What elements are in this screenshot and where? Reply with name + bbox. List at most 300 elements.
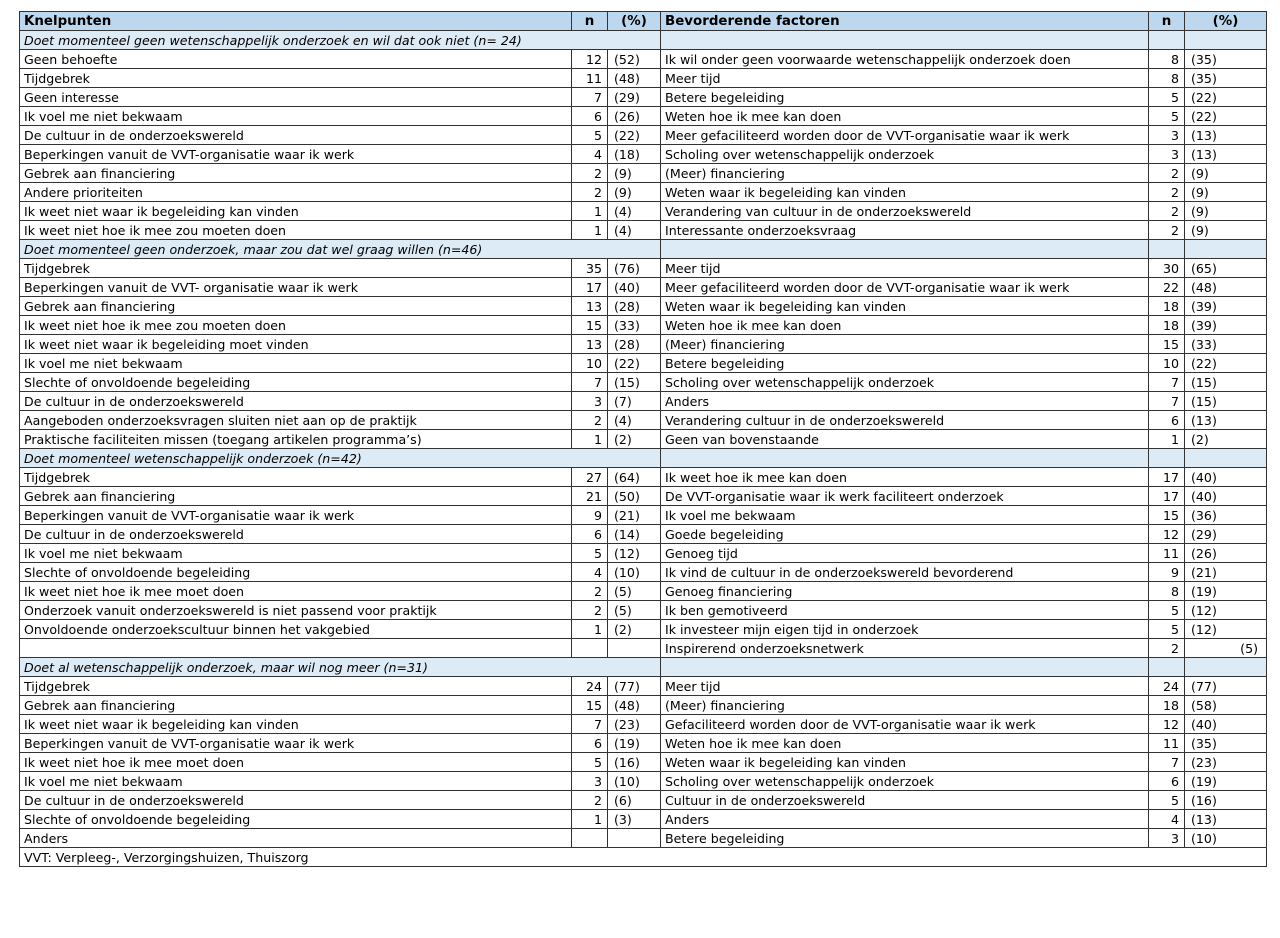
table-row xyxy=(20,202,1267,221)
knelpunt-pct-cell: (50) xyxy=(608,487,661,506)
table-row xyxy=(20,791,1267,810)
table-row xyxy=(20,221,1267,240)
knelpunt-pct-cell: (4) xyxy=(608,221,661,240)
factor-pct-cell: (22) xyxy=(1185,354,1267,373)
factor-cell: Weten waar ik begeleiding kan vinden xyxy=(661,753,1149,772)
factor-cell: Meer gefaciliteerd worden door de VVT-organisatie waar ik werk xyxy=(661,126,1149,145)
knelpunt-cell: Ik weet niet hoe ik mee zou moeten doen xyxy=(20,221,572,240)
table-row xyxy=(20,50,1267,69)
factor-cell: Anders xyxy=(661,392,1149,411)
knelpunt-pct-cell: (28) xyxy=(608,297,661,316)
knelpunt-cell: Slechte of onvoldoende begeleiding xyxy=(20,563,572,582)
knelpunt-cell: Tijdgebrek xyxy=(20,69,572,88)
table-row xyxy=(20,278,1267,297)
knelpunt-n-cell: 35 xyxy=(572,259,608,278)
factor-pct-cell: (40) xyxy=(1185,715,1267,734)
knelpunt-pct-cell: (5) xyxy=(608,582,661,601)
section-title: Doet momenteel geen onderzoek, maar zou dat wel graag willen (n=46) xyxy=(20,240,661,259)
factor-n-cell: 17 xyxy=(1149,487,1185,506)
factor-n-cell: 24 xyxy=(1149,677,1185,696)
knelpunt-cell: Ik weet niet hoe ik mee moet doen xyxy=(20,753,572,772)
knelpunten-table xyxy=(19,11,1267,867)
factor-pct-cell: (2) xyxy=(1185,430,1267,449)
table-row xyxy=(20,772,1267,791)
table-row xyxy=(20,88,1267,107)
factor-n-cell: 1 xyxy=(1149,430,1185,449)
factor-cell: Ik wil onder geen voorwaarde wetenschappelijk onderzoek doen xyxy=(661,50,1149,69)
knelpunt-pct-cell: (12) xyxy=(608,544,661,563)
table-row xyxy=(20,601,1267,620)
knelpunt-pct-cell: (77) xyxy=(608,677,661,696)
knelpunt-pct-cell xyxy=(608,639,661,658)
knelpunt-pct-cell: (48) xyxy=(608,69,661,88)
table-row xyxy=(20,430,1267,449)
factor-pct-cell: (12) xyxy=(1185,620,1267,639)
knelpunt-cell: Onderzoek vanuit onderzoekswereld is niet passend voor praktijk xyxy=(20,601,572,620)
knelpunt-pct-cell: (33) xyxy=(608,316,661,335)
factor-n-cell: 2 xyxy=(1149,183,1185,202)
factor-pct-cell: (13) xyxy=(1185,810,1267,829)
table-row xyxy=(20,259,1267,278)
knelpunt-n-cell: 5 xyxy=(572,753,608,772)
factor-pct-cell: (13) xyxy=(1185,145,1267,164)
factor-n-cell: 6 xyxy=(1149,411,1185,430)
factor-n-cell: 5 xyxy=(1149,620,1185,639)
knelpunt-n-cell: 10 xyxy=(572,354,608,373)
factor-n-cell: 18 xyxy=(1149,696,1185,715)
knelpunt-pct-cell: (3) xyxy=(608,810,661,829)
knelpunt-n-cell: 1 xyxy=(572,810,608,829)
knelpunt-n-cell: 5 xyxy=(572,544,608,563)
table-row xyxy=(20,145,1267,164)
factor-pct-cell: (13) xyxy=(1185,411,1267,430)
table-row xyxy=(20,69,1267,88)
header-n-factoren: n xyxy=(1149,12,1185,31)
factor-n-cell: 30 xyxy=(1149,259,1185,278)
knelpunt-pct-cell: (10) xyxy=(608,563,661,582)
factor-cell: Scholing over wetenschappelijk onderzoek xyxy=(661,772,1149,791)
section-empty-cell xyxy=(661,658,1149,677)
knelpunt-n-cell: 2 xyxy=(572,164,608,183)
section-row xyxy=(20,31,1267,50)
section-empty-cell xyxy=(661,449,1149,468)
knelpunt-pct-cell: (29) xyxy=(608,88,661,107)
factor-n-cell: 11 xyxy=(1149,734,1185,753)
table-row xyxy=(20,468,1267,487)
results-table-container xyxy=(19,11,1267,867)
header-bevorderende-factoren: Bevorderende factoren xyxy=(661,12,1149,31)
factor-pct-cell: (39) xyxy=(1185,297,1267,316)
section-empty-cell xyxy=(1185,31,1267,50)
knelpunt-pct-cell: (10) xyxy=(608,772,661,791)
knelpunt-n-cell: 15 xyxy=(572,696,608,715)
knelpunt-n-cell: 4 xyxy=(572,563,608,582)
knelpunt-n-cell: 3 xyxy=(572,772,608,791)
knelpunt-n-cell: 13 xyxy=(572,297,608,316)
factor-cell: Weten hoe ik mee kan doen xyxy=(661,316,1149,335)
factor-pct-cell: (9) xyxy=(1185,164,1267,183)
factor-pct-cell: (29) xyxy=(1185,525,1267,544)
knelpunt-pct-cell: (28) xyxy=(608,335,661,354)
factor-n-cell: 3 xyxy=(1149,126,1185,145)
factor-n-cell: 8 xyxy=(1149,582,1185,601)
section-empty-cell xyxy=(1149,240,1185,259)
knelpunt-cell xyxy=(20,639,572,658)
factor-cell: Ik weet hoe ik mee kan doen xyxy=(661,468,1149,487)
table-row xyxy=(20,544,1267,563)
knelpunt-n-cell: 21 xyxy=(572,487,608,506)
knelpunt-cell: Beperkingen vanuit de VVT- organisatie waar ik werk xyxy=(20,278,572,297)
factor-pct-cell: (65) xyxy=(1185,259,1267,278)
knelpunt-cell: Gebrek aan financiering xyxy=(20,487,572,506)
knelpunt-cell: Geen interesse xyxy=(20,88,572,107)
knelpunt-n-cell: 2 xyxy=(572,601,608,620)
knelpunt-cell: Geen behoefte xyxy=(20,50,572,69)
table-row xyxy=(20,753,1267,772)
factor-cell: Geen van bovenstaande xyxy=(661,430,1149,449)
table-row xyxy=(20,107,1267,126)
knelpunt-cell: Tijdgebrek xyxy=(20,259,572,278)
factor-cell: Scholing over wetenschappelijk onderzoek xyxy=(661,373,1149,392)
knelpunt-n-cell: 2 xyxy=(572,411,608,430)
factor-pct-cell: (15) xyxy=(1185,392,1267,411)
factor-cell: De VVT-organisatie waar ik werk faciliteert onderzoek xyxy=(661,487,1149,506)
knelpunt-n-cell: 24 xyxy=(572,677,608,696)
knelpunt-pct-cell: (26) xyxy=(608,107,661,126)
section-row xyxy=(20,240,1267,259)
factor-pct-cell: (58) xyxy=(1185,696,1267,715)
factor-cell: Verandering cultuur in de onderzoekswereld xyxy=(661,411,1149,430)
factor-cell: Betere begeleiding xyxy=(661,829,1149,848)
table-row xyxy=(20,506,1267,525)
knelpunt-cell: Ik voel me niet bekwaam xyxy=(20,544,572,563)
factor-pct-cell: (9) xyxy=(1185,221,1267,240)
factor-n-cell: 11 xyxy=(1149,544,1185,563)
factor-n-cell: 17 xyxy=(1149,468,1185,487)
knelpunt-cell: Gebrek aan financiering xyxy=(20,297,572,316)
section-empty-cell xyxy=(1185,240,1267,259)
factor-n-cell: 8 xyxy=(1149,50,1185,69)
factor-cell: Meer gefaciliteerd worden door de VVT-organisatie waar ik werk xyxy=(661,278,1149,297)
table-row xyxy=(20,639,1267,658)
knelpunt-n-cell: 7 xyxy=(572,715,608,734)
knelpunt-pct-cell: (19) xyxy=(608,734,661,753)
knelpunt-n-cell: 6 xyxy=(572,525,608,544)
knelpunt-n-cell: 1 xyxy=(572,620,608,639)
header-pct-factoren: (%) xyxy=(1185,12,1267,31)
knelpunt-cell: Beperkingen vanuit de VVT-organisatie waar ik werk xyxy=(20,734,572,753)
knelpunt-pct-cell: (14) xyxy=(608,525,661,544)
factor-cell: Weten hoe ik mee kan doen xyxy=(661,734,1149,753)
factor-pct-cell: (35) xyxy=(1185,50,1267,69)
factor-cell: Ik vind de cultuur in de onderzoekswereld bevorderend xyxy=(661,563,1149,582)
factor-pct-cell: (12) xyxy=(1185,601,1267,620)
table-row xyxy=(20,677,1267,696)
knelpunt-n-cell: 6 xyxy=(572,734,608,753)
table-row xyxy=(20,582,1267,601)
table-row xyxy=(20,810,1267,829)
section-empty-cell xyxy=(1149,449,1185,468)
factor-n-cell: 5 xyxy=(1149,601,1185,620)
knelpunt-cell: Ik voel me niet bekwaam xyxy=(20,354,572,373)
section-empty-cell xyxy=(661,240,1149,259)
knelpunt-n-cell: 7 xyxy=(572,373,608,392)
knelpunt-pct-cell: (4) xyxy=(608,411,661,430)
knelpunt-n-cell: 1 xyxy=(572,430,608,449)
knelpunt-pct-cell: (22) xyxy=(608,126,661,145)
table-row xyxy=(20,316,1267,335)
table-row xyxy=(20,487,1267,506)
factor-cell: Gefaciliteerd worden door de VVT-organisatie waar ik werk xyxy=(661,715,1149,734)
knelpunt-pct-cell: (5) xyxy=(608,601,661,620)
factor-cell: Weten waar ik begeleiding kan vinden xyxy=(661,183,1149,202)
knelpunt-cell: Gebrek aan financiering xyxy=(20,164,572,183)
table-body xyxy=(20,12,1267,867)
knelpunt-n-cell: 15 xyxy=(572,316,608,335)
knelpunt-n-cell: 13 xyxy=(572,335,608,354)
factor-pct-cell: (40) xyxy=(1185,487,1267,506)
knelpunt-cell: Aangeboden onderzoeksvragen sluiten niet aan op de praktijk xyxy=(20,411,572,430)
factor-pct-cell: (9) xyxy=(1185,202,1267,221)
knelpunt-n-cell: 2 xyxy=(572,582,608,601)
factor-cell: Betere begeleiding xyxy=(661,88,1149,107)
section-empty-cell xyxy=(661,31,1149,50)
factor-cell: (Meer) financiering xyxy=(661,335,1149,354)
section-row xyxy=(20,658,1267,677)
knelpunt-cell: Ik voel me niet bekwaam xyxy=(20,107,572,126)
section-empty-cell xyxy=(1185,658,1267,677)
header-knelpunten: Knelpunten xyxy=(20,12,572,31)
knelpunt-cell: Slechte of onvoldoende begeleiding xyxy=(20,373,572,392)
factor-pct-cell: (9) xyxy=(1185,183,1267,202)
factor-n-cell: 15 xyxy=(1149,335,1185,354)
factor-pct-cell: (77) xyxy=(1185,677,1267,696)
knelpunt-pct-cell: (7) xyxy=(608,392,661,411)
knelpunt-cell: Andere prioriteiten xyxy=(20,183,572,202)
table-row xyxy=(20,297,1267,316)
factor-pct-cell: (40) xyxy=(1185,468,1267,487)
knelpunt-cell: De cultuur in de onderzoekswereld xyxy=(20,126,572,145)
factor-pct-cell: (10) xyxy=(1185,829,1267,848)
factor-pct-cell: (22) xyxy=(1185,88,1267,107)
section-empty-cell xyxy=(1149,658,1185,677)
table-row xyxy=(20,126,1267,145)
knelpunt-pct-cell: (2) xyxy=(608,430,661,449)
factor-pct-cell: (16) xyxy=(1185,791,1267,810)
factor-cell: Verandering van cultuur in de onderzoekswereld xyxy=(661,202,1149,221)
table-row xyxy=(20,392,1267,411)
factor-cell: Cultuur in de onderzoekswereld xyxy=(661,791,1149,810)
factor-pct-cell: (22) xyxy=(1185,107,1267,126)
knelpunt-n-cell: 2 xyxy=(572,183,608,202)
table-row xyxy=(20,164,1267,183)
factor-pct-cell: (48) xyxy=(1185,278,1267,297)
factor-cell: Weten hoe ik mee kan doen xyxy=(661,107,1149,126)
factor-pct-cell: (23) xyxy=(1185,753,1267,772)
factor-cell: Inspirerend onderzoeksnetwerk xyxy=(661,639,1149,658)
section-row xyxy=(20,449,1267,468)
table-row xyxy=(20,373,1267,392)
factor-pct-cell: (36) xyxy=(1185,506,1267,525)
knelpunt-cell: Praktische faciliteiten missen (toegang artikelen programma’s) xyxy=(20,430,572,449)
knelpunt-pct-cell: (48) xyxy=(608,696,661,715)
knelpunt-cell: Beperkingen vanuit de VVT-organisatie waar ik werk xyxy=(20,506,572,525)
knelpunt-pct-cell: (64) xyxy=(608,468,661,487)
knelpunt-pct-cell xyxy=(608,829,661,848)
section-title: Doet momenteel geen wetenschappelijk onderzoek en wil dat ook niet (n= 24) xyxy=(20,31,661,50)
knelpunt-n-cell: 27 xyxy=(572,468,608,487)
knelpunt-pct-cell: (18) xyxy=(608,145,661,164)
knelpunt-cell: Anders xyxy=(20,829,572,848)
knelpunt-pct-cell: (4) xyxy=(608,202,661,221)
factor-cell: (Meer) financiering xyxy=(661,164,1149,183)
knelpunt-cell: Onvoldoende onderzoekscultuur binnen het vakgebied xyxy=(20,620,572,639)
factor-pct-cell: (26) xyxy=(1185,544,1267,563)
factor-cell: Weten waar ik begeleiding kan vinden xyxy=(661,297,1149,316)
factor-pct-cell: (35) xyxy=(1185,734,1267,753)
table-row xyxy=(20,354,1267,373)
factor-cell: Anders xyxy=(661,810,1149,829)
factor-n-cell: 7 xyxy=(1149,392,1185,411)
factor-cell: Ik investeer mijn eigen tijd in onderzoek xyxy=(661,620,1149,639)
knelpunt-pct-cell: (23) xyxy=(608,715,661,734)
factor-n-cell: 22 xyxy=(1149,278,1185,297)
factor-n-cell: 10 xyxy=(1149,354,1185,373)
knelpunt-n-cell: 12 xyxy=(572,50,608,69)
factor-cell: Interessante onderzoeksvraag xyxy=(661,221,1149,240)
knelpunt-pct-cell: (52) xyxy=(608,50,661,69)
knelpunt-pct-cell: (9) xyxy=(608,183,661,202)
factor-n-cell: 2 xyxy=(1149,202,1185,221)
knelpunt-cell: Ik weet niet waar ik begeleiding kan vinden xyxy=(20,202,572,221)
table-row xyxy=(20,183,1267,202)
factor-pct-cell: (21) xyxy=(1185,563,1267,582)
table-row xyxy=(20,696,1267,715)
knelpunt-n-cell: 11 xyxy=(572,69,608,88)
factor-n-cell: 4 xyxy=(1149,810,1185,829)
table-row xyxy=(20,525,1267,544)
factor-cell: Ik ben gemotiveerd xyxy=(661,601,1149,620)
factor-n-cell: 2 xyxy=(1149,639,1185,658)
factor-n-cell: 5 xyxy=(1149,791,1185,810)
knelpunt-pct-cell: (22) xyxy=(608,354,661,373)
knelpunt-n-cell: 6 xyxy=(572,107,608,126)
table-row xyxy=(20,411,1267,430)
table-row xyxy=(20,829,1267,848)
factor-n-cell: 2 xyxy=(1149,164,1185,183)
factor-cell: Genoeg financiering xyxy=(661,582,1149,601)
knelpunt-n-cell: 5 xyxy=(572,126,608,145)
factor-n-cell: 7 xyxy=(1149,753,1185,772)
factor-pct-cell: (15) xyxy=(1185,373,1267,392)
table-row xyxy=(20,563,1267,582)
knelpunt-cell: Tijdgebrek xyxy=(20,677,572,696)
knelpunt-n-cell xyxy=(572,829,608,848)
section-title: Doet momenteel wetenschappelijk onderzoek (n=42) xyxy=(20,449,661,468)
factor-n-cell: 18 xyxy=(1149,297,1185,316)
factor-n-cell: 7 xyxy=(1149,373,1185,392)
header-n: n xyxy=(572,12,608,31)
knelpunt-n-cell: 9 xyxy=(572,506,608,525)
knelpunt-pct-cell: (6) xyxy=(608,791,661,810)
factor-n-cell: 5 xyxy=(1149,88,1185,107)
knelpunt-n-cell: 1 xyxy=(572,202,608,221)
factor-n-cell: 2 xyxy=(1149,221,1185,240)
knelpunt-pct-cell: (76) xyxy=(608,259,661,278)
factor-cell: Ik voel me bekwaam xyxy=(661,506,1149,525)
knelpunt-n-cell: 4 xyxy=(572,145,608,164)
factor-n-cell: 18 xyxy=(1149,316,1185,335)
knelpunt-cell: Gebrek aan financiering xyxy=(20,696,572,715)
factor-cell: (Meer) financiering xyxy=(661,696,1149,715)
knelpunt-n-cell: 7 xyxy=(572,88,608,107)
knelpunt-cell: De cultuur in de onderzoekswereld xyxy=(20,392,572,411)
footnote-row xyxy=(20,848,1267,867)
factor-n-cell: 5 xyxy=(1149,107,1185,126)
factor-cell: Meer tijd xyxy=(661,677,1149,696)
knelpunt-n-cell: 17 xyxy=(572,278,608,297)
knelpunt-cell: Ik weet niet hoe ik mee zou moeten doen xyxy=(20,316,572,335)
knelpunt-pct-cell: (2) xyxy=(608,620,661,639)
factor-pct-cell: (35) xyxy=(1185,69,1267,88)
knelpunt-n-cell: 1 xyxy=(572,221,608,240)
knelpunt-cell: Ik voel me niet bekwaam xyxy=(20,772,572,791)
factor-pct-cell: (13) xyxy=(1185,126,1267,145)
factor-cell: Meer tijd xyxy=(661,259,1149,278)
factor-n-cell: 9 xyxy=(1149,563,1185,582)
knelpunt-pct-cell: (21) xyxy=(608,506,661,525)
factor-n-cell: 8 xyxy=(1149,69,1185,88)
knelpunt-cell: Beperkingen vanuit de VVT-organisatie waar ik werk xyxy=(20,145,572,164)
knelpunt-cell: Tijdgebrek xyxy=(20,468,572,487)
factor-cell: Scholing over wetenschappelijk onderzoek xyxy=(661,145,1149,164)
table-row xyxy=(20,734,1267,753)
knelpunt-cell: De cultuur in de onderzoekswereld xyxy=(20,791,572,810)
factor-n-cell: 15 xyxy=(1149,506,1185,525)
header-pct: (%) xyxy=(608,12,661,31)
knelpunt-pct-cell: (40) xyxy=(608,278,661,297)
knelpunt-cell: Slechte of onvoldoende begeleiding xyxy=(20,810,572,829)
table-row xyxy=(20,335,1267,354)
footnote: VVT: Verpleeg-, Verzorgingshuizen, Thuiszorg xyxy=(20,848,1267,867)
knelpunt-cell: Ik weet niet waar ik begeleiding kan vinden xyxy=(20,715,572,734)
factor-pct-cell: (33) xyxy=(1185,335,1267,354)
factor-pct-cell: (39) xyxy=(1185,316,1267,335)
factor-cell: Goede begeleiding xyxy=(661,525,1149,544)
table-row xyxy=(20,715,1267,734)
knelpunt-n-cell: 2 xyxy=(572,791,608,810)
knelpunt-n-cell xyxy=(572,639,608,658)
knelpunt-pct-cell: (9) xyxy=(608,164,661,183)
factor-n-cell: 6 xyxy=(1149,772,1185,791)
knelpunt-pct-cell: (16) xyxy=(608,753,661,772)
knelpunt-cell: Ik weet niet hoe ik mee moet doen xyxy=(20,582,572,601)
factor-cell: Meer tijd xyxy=(661,69,1149,88)
factor-cell: Genoeg tijd xyxy=(661,544,1149,563)
factor-pct-cell: (5) xyxy=(1185,639,1267,658)
section-title: Doet al wetenschappelijk onderzoek, maar wil nog meer (n=31) xyxy=(20,658,661,677)
factor-n-cell: 3 xyxy=(1149,829,1185,848)
knelpunt-cell: De cultuur in de onderzoekswereld xyxy=(20,525,572,544)
knelpunt-pct-cell: (15) xyxy=(608,373,661,392)
section-empty-cell xyxy=(1149,31,1185,50)
factor-n-cell: 12 xyxy=(1149,715,1185,734)
factor-pct-cell: (19) xyxy=(1185,582,1267,601)
factor-n-cell: 12 xyxy=(1149,525,1185,544)
factor-pct-cell: (19) xyxy=(1185,772,1267,791)
table-row xyxy=(20,620,1267,639)
factor-n-cell: 3 xyxy=(1149,145,1185,164)
